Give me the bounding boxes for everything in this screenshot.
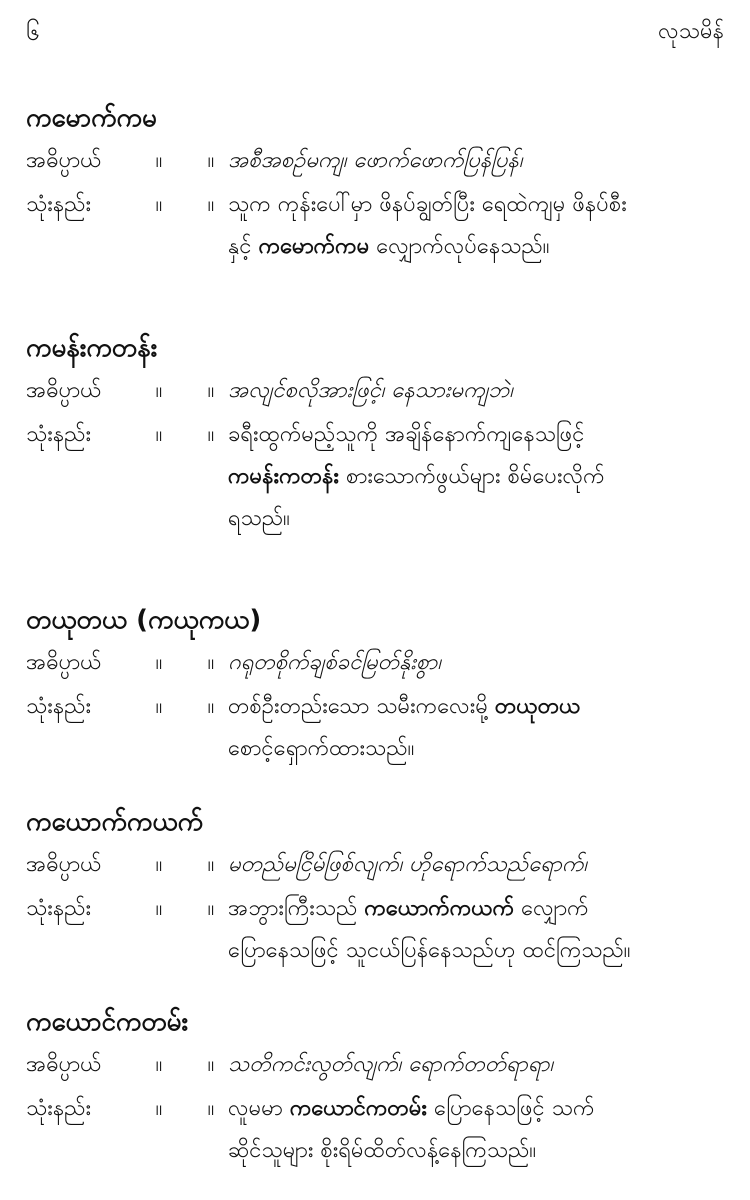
usage-line <box>228 456 720 498</box>
separator-mark: ။ <box>207 1096 215 1121</box>
separator-mark: ။ <box>207 192 215 217</box>
separator-mark: ။ <box>155 422 163 447</box>
page-header <box>26 12 724 52</box>
dictionary-entry <box>26 800 724 972</box>
usage-line: ရသည်။ <box>228 506 290 531</box>
usage-label: သုံးနည်း <box>26 422 92 447</box>
separator-mark: ။ <box>155 1052 163 1077</box>
usage-fragment: လူမမာ <box>228 1096 290 1121</box>
entry-headword: ကမန်းကတန်း <box>26 333 158 363</box>
usage-line: ပြောနေသဖြင့် သူငယ်ပြန်နေသည်ဟု ထင်ကြသည်။ <box>228 938 631 963</box>
meaning-label: အဓိပ္ပာယ် <box>26 148 102 173</box>
separator-mark: ။ <box>155 378 163 403</box>
separator-mark: ။ <box>207 148 215 173</box>
meaning-text: သတိကင်းလွတ်လျက်၊ ရောက်တတ်ရာရာ၊ <box>228 1052 553 1077</box>
usage-line: ဆိုင်သူများ စိုးရိမ်ထိတ်လန့်နေကြသည်။ <box>228 1138 537 1163</box>
usage-fragment: စားသောက်ဖွယ်များ စိမ်ပေးလိုက် <box>339 464 605 489</box>
separator-mark: ။ <box>207 694 215 719</box>
separator-mark: ။ <box>155 192 163 217</box>
usage-line <box>228 1088 720 1130</box>
page-number: ၆ <box>26 18 40 46</box>
entry-headword: ကယောက်ကယက် <box>26 807 204 837</box>
usage-row <box>26 1088 724 1172</box>
usage-line: သူက ကုန်းပေါ်မှာ ဖိနပ်ချွတ်ပြီး ရေထဲကျမှ ဖိနပ်စီး <box>228 192 627 217</box>
dictionary-entry <box>26 598 724 770</box>
usage-text <box>228 1088 724 1172</box>
usage-row <box>26 686 724 770</box>
usage-line <box>228 686 720 728</box>
meaning-label: အဓိပ္ပာယ် <box>26 378 102 403</box>
meaning-label: အဓိပ္ပာယ် <box>26 852 102 877</box>
usage-label: သုံးနည်း <box>26 192 92 217</box>
usage-row <box>26 184 724 268</box>
separator-mark: ။ <box>155 1096 163 1121</box>
usage-line: စောင့်ရှောက်ထားသည်။ <box>228 736 415 761</box>
separator-mark: ။ <box>155 650 163 675</box>
dictionary-entry <box>26 96 724 268</box>
usage-label: သုံးနည်း <box>26 896 92 921</box>
entry-headword: ကမောက်ကမ <box>26 103 157 133</box>
separator-mark: ။ <box>155 896 163 921</box>
usage-keyword: ကမန်းကတန်း <box>228 464 339 489</box>
usage-label: သုံးနည်း <box>26 694 92 719</box>
meaning-text: ဂရုတစိုက်ချစ်ခင်မြတ်နိုးစွာ၊ <box>228 650 441 675</box>
usage-line <box>228 226 720 268</box>
meaning-row <box>26 844 724 888</box>
usage-line <box>228 888 720 930</box>
dictionary-entry <box>26 1000 724 1172</box>
meaning-label: အဓိပ္ပာယ် <box>26 1052 102 1077</box>
separator-mark: ။ <box>207 896 215 921</box>
usage-keyword: ကယောက်ကယက် <box>364 896 515 921</box>
usage-fragment: အဘွားကြီးသည် <box>228 896 365 921</box>
usage-keyword: ကမောက်ကမ <box>258 234 370 259</box>
entry-headword: ကယောင်ကတမ်း <box>26 1007 189 1037</box>
separator-mark: ။ <box>207 1052 215 1077</box>
separator-mark: ။ <box>155 852 163 877</box>
separator-mark: ။ <box>207 422 215 447</box>
running-title: လုသမိန် <box>658 19 724 44</box>
meaning-label: အဓိပ္ပာယ် <box>26 650 102 675</box>
entry-headword: တယုတယ (ကယုကယ) <box>26 605 262 635</box>
usage-fragment: ပြောနေသဖြင့် သက် <box>427 1096 595 1121</box>
usage-label: သုံးနည်း <box>26 1096 92 1121</box>
usage-fragment: နှင့် <box>228 234 259 259</box>
separator-mark: ။ <box>155 148 163 173</box>
meaning-row <box>26 370 724 414</box>
usage-text <box>228 414 724 540</box>
meaning-text: မတည်မငြိမ်ဖြစ်လျက်၊ ဟိုရောက်သည်ရောက်၊ <box>228 852 587 877</box>
dictionary-entry <box>26 326 724 540</box>
usage-fragment: လျှောက်လုပ်နေသည်။ <box>369 234 550 259</box>
separator-mark: ။ <box>207 852 215 877</box>
usage-line: ခရီးထွက်မည့်သူကို အချိန်နောက်ကျနေသဖြင့် <box>228 422 585 447</box>
usage-row <box>26 414 724 540</box>
meaning-row <box>26 140 724 184</box>
usage-row <box>26 888 724 972</box>
usage-text <box>228 888 724 972</box>
meaning-text: အစီအစဉ်မကျ၊ ဖောက်ဖောက်ပြန်ပြန်၊ <box>228 148 523 173</box>
usage-fragment: တစ်ဦးတည်းသော သမီးကလေးမို့ <box>228 694 495 719</box>
usage-keyword: တယုတယ <box>494 694 581 719</box>
usage-text <box>228 686 724 770</box>
separator-mark: ။ <box>155 694 163 719</box>
meaning-row <box>26 1044 724 1088</box>
usage-keyword: ကယောင်ကတမ်း <box>289 1096 427 1121</box>
separator-mark: ။ <box>207 378 215 403</box>
meaning-text: အလျင်စလိုအားဖြင့်၊ နေသားမကျဘဲ၊ <box>228 378 513 403</box>
usage-fragment: လျှောက် <box>514 896 589 921</box>
separator-mark: ။ <box>207 650 215 675</box>
meaning-row <box>26 642 724 686</box>
usage-text <box>228 184 724 268</box>
